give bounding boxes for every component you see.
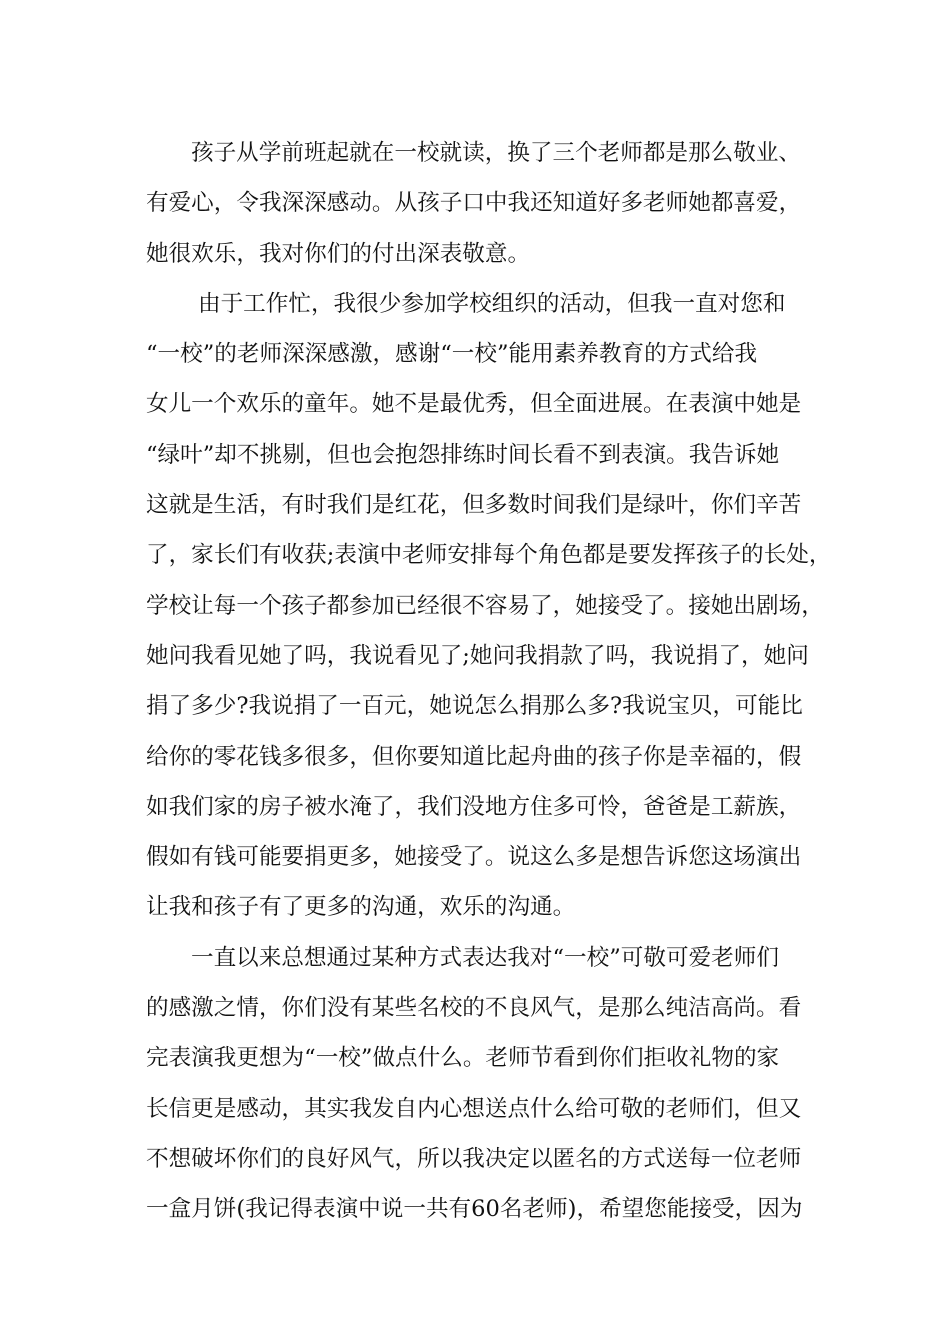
text-line: “一校”的老师深深感激，感谢“一校”能用素养教育的方式给我 [146, 341, 758, 368]
text-line: 有爱心，令我深深感动。从孩子口中我还知道好多老师她都喜爱， [146, 190, 802, 217]
paragraph-3 [146, 933, 826, 1235]
text-line: 孩子从学前班起就在一校就读，换了三个老师都是那么敬业、 [191, 140, 802, 166]
text-line: 如我们家的房子被水淹了，我们没地方住多可怜，爸爸是工薪族， [146, 793, 802, 820]
text-line: 一盒月饼(我记得表演中说一共有60名老师)，希望您能接受，因为 [146, 1196, 803, 1223]
text-line: 学校让每一个孩子都参加已经很不容易了，她接受了。接她出剧场， [146, 592, 824, 619]
text-line: “绿叶”却不挑剔，但也会抱怨排练时间长看不到表演。我告诉她 [146, 441, 780, 468]
paragraph-1 [146, 128, 826, 279]
text-line: 让我和孩子有了更多的沟通，欢乐的沟通。 [146, 894, 576, 921]
text-line: 一直以来总想通过某种方式表达我对“一校”可敬可爱老师们 [191, 944, 779, 971]
text-line: 这就是生活，有时我们是红花，但多数时间我们是绿叶，你们辛苦 [146, 492, 802, 519]
text-line: 给你的零花钱多很多，但你要知道比起舟曲的孩子你是幸福的，假 [146, 743, 802, 770]
text-line: 由于工作忙，我很少参加学校组织的活动，但我一直对您和 [198, 290, 786, 317]
text-line: 捐了多少?我说捐了一百元，她说怎么捐那么多?我说宝贝，可能比 [146, 693, 803, 720]
text-line: 女儿一个欢乐的童年。她不是最优秀，但全面进展。在表演中她是 [146, 391, 802, 418]
text-line: 长信更是感动，其实我发自内心想送点什么给可敬的老师们，但又 [146, 1095, 802, 1122]
text-line: 她问我看见她了吗，我说看见了;她问我捐款了吗，我说捐了，她问 [146, 642, 809, 669]
text-line: 的感激之情，你们没有某些名校的不良风气，是那么纯洁高尚。看 [146, 995, 802, 1022]
text-line: 完表演我更想为“一校”做点什么。老师节看到你们拒收礼物的家 [146, 1045, 780, 1072]
text-line: 假如有钱可能要捐更多，她接受了。说这么多是想告诉您这场演出 [146, 844, 802, 871]
text-line: 她很欢乐，我对你们的付出深表敬意。 [146, 240, 531, 267]
text-line: 了，家长们有收获;表演中老师安排每个角色都是要发挥孩子的长处， [146, 542, 832, 569]
document-body [146, 128, 832, 1235]
text-line: 不想破坏你们的良好风气，所以我决定以匿名的方式送每一位老师 [146, 1145, 802, 1172]
paragraph-2 [146, 279, 832, 933]
